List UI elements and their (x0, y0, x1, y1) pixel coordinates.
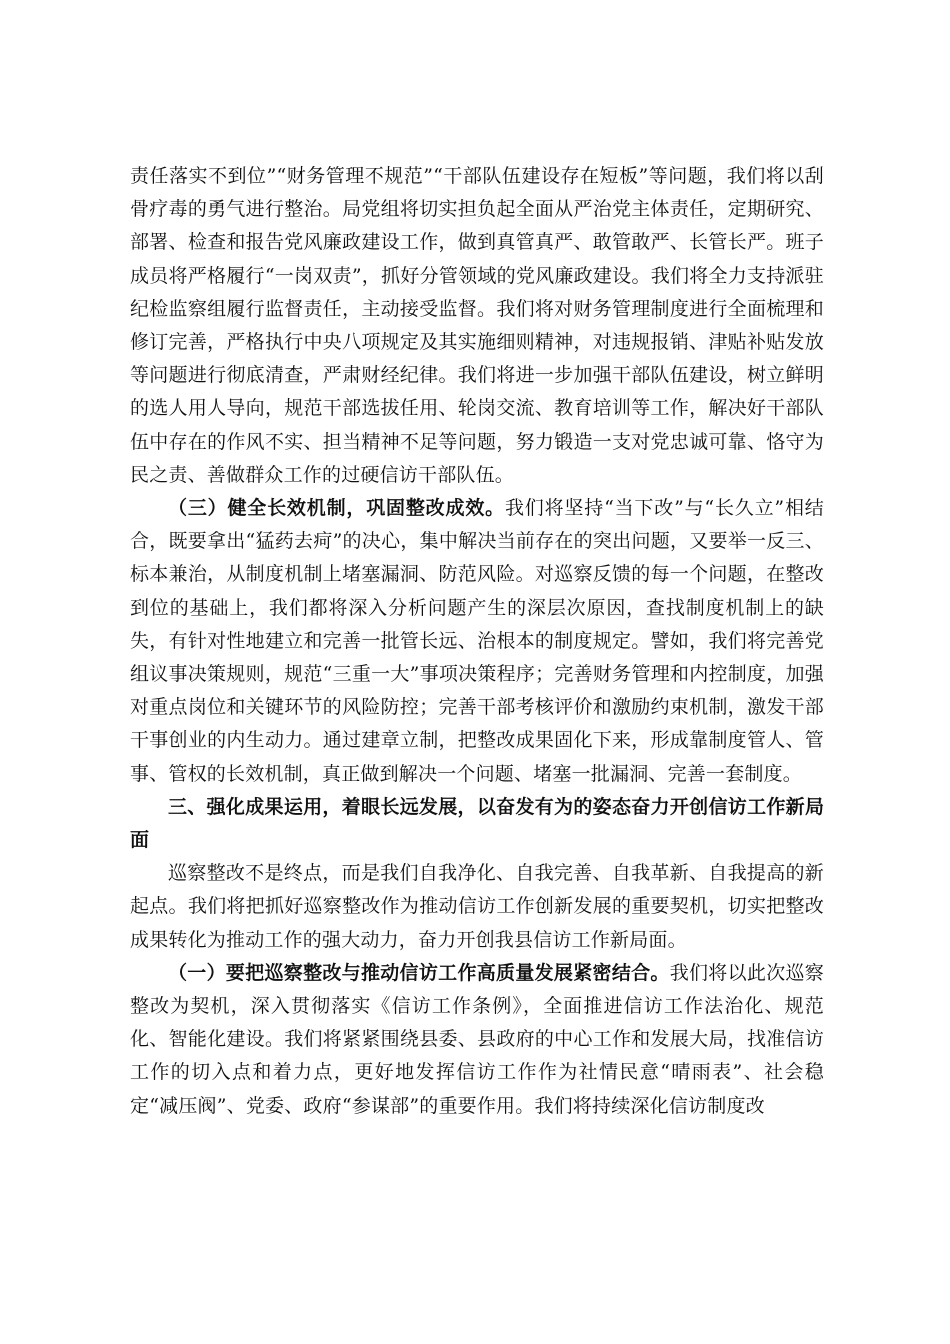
paragraph-section-3-intro: 巡察整改不是终点，而是我们自我净化、自我完善、自我革新、自我提高的新起点。我们将把抓好巡察整改作为推动信访工作创新发展的重要契机，切实把整改成果转化为推动工作的强大动力，奋力开创我县信访工作新局面。 (130, 862, 824, 951)
paragraph-high-quality-development (130, 957, 824, 1123)
paragraph-body: 我们将以此次巡察整改为契机，深入贯彻落实《信访工作条例》，全面推进信访工作法治化、规范化、智能化建设。我们将紧紧围绕县委、县政府的中心工作和发展大局，找准信访工作的切入点和着力点，更好地发挥信访工作作为社情民意“晴雨表”、社会稳定“减压阀”、党委、政府“参谋部”的重要作用。我们将持续深化信访制度改 (130, 961, 824, 1117)
document-page (130, 160, 824, 1123)
paragraph-long-term-mechanism (130, 492, 824, 791)
subheading-high-quality-development: （一）要把巡察整改与推动信访工作高质量发展紧密结合。 (168, 961, 670, 984)
subheading-long-term-mechanism: （三）健全长效机制，巩固整改成效。 (168, 497, 505, 520)
section-heading-3: 三、强化成果运用，着眼长远发展，以奋发有为的姿态奋力开创信访工作新局面 (130, 795, 824, 852)
paragraph-continuation: 责任落实不到位”“财务管理不规范”“干部队伍建设存在短板”等问题，我们将以刮骨疗毒的勇气进行整治。局党组将切实担负起全面从严治党主体责任，定期研究、部署、检查和报告党风廉政建设工作，做到真管真严、敢管敢严、长管长严。班子成员将严格履行“一岗双责”，抓好分管领域的党风廉政建设。我们将全力支持派驻纪检监察组履行监督责任，主动接受监督。我们将对财务管理制度进行全面梳理和修订完善，严格执行中央八项规定及其实施细则精神，对违规报销、津贴补贴发放等问题进行彻底清查，严肃财经纪律。我们将进一步加强干部队伍建设，树立鲜明的选人用人导向，规范干部选拔任用、轮岗交流、教育培训等工作，解决好干部队伍中存在的作风不实、担当精神不足等问题，努力锻造一支对党忠诚可靠、恪守为民之责、善做群众工作的过硬信访干部队伍。 (130, 165, 824, 486)
paragraph-body: 我们将坚持“当下改”与“长久立”相结合，既要拿出“猛药去疴”的决心，集中解决当前存在的突出问题，又要举一反三、标本兼治，从制度机制上堵塞漏洞、防范风险。对巡察反馈的每一个问题，在整改到位的基础上，我们都将深入分析问题产生的深层次原因，查找制度机制上的缺失，有针对性地建立和完善一批管长远、治根本的制度规定。譬如，我们将完善党组议事决策规则，规范“三重一大”事项决策程序；完善财务管理和内控制度，加强对重点岗位和关键环节的风险防控；完善干部考核评价和激励约束机制，激发干部干事创业的内生动力。通过建章立制，把整改成果固化下来，形成靠制度管人、管事、管权的长效机制，真正做到解决一个问题、堵塞一批漏洞、完善一套制度。 (130, 497, 824, 785)
